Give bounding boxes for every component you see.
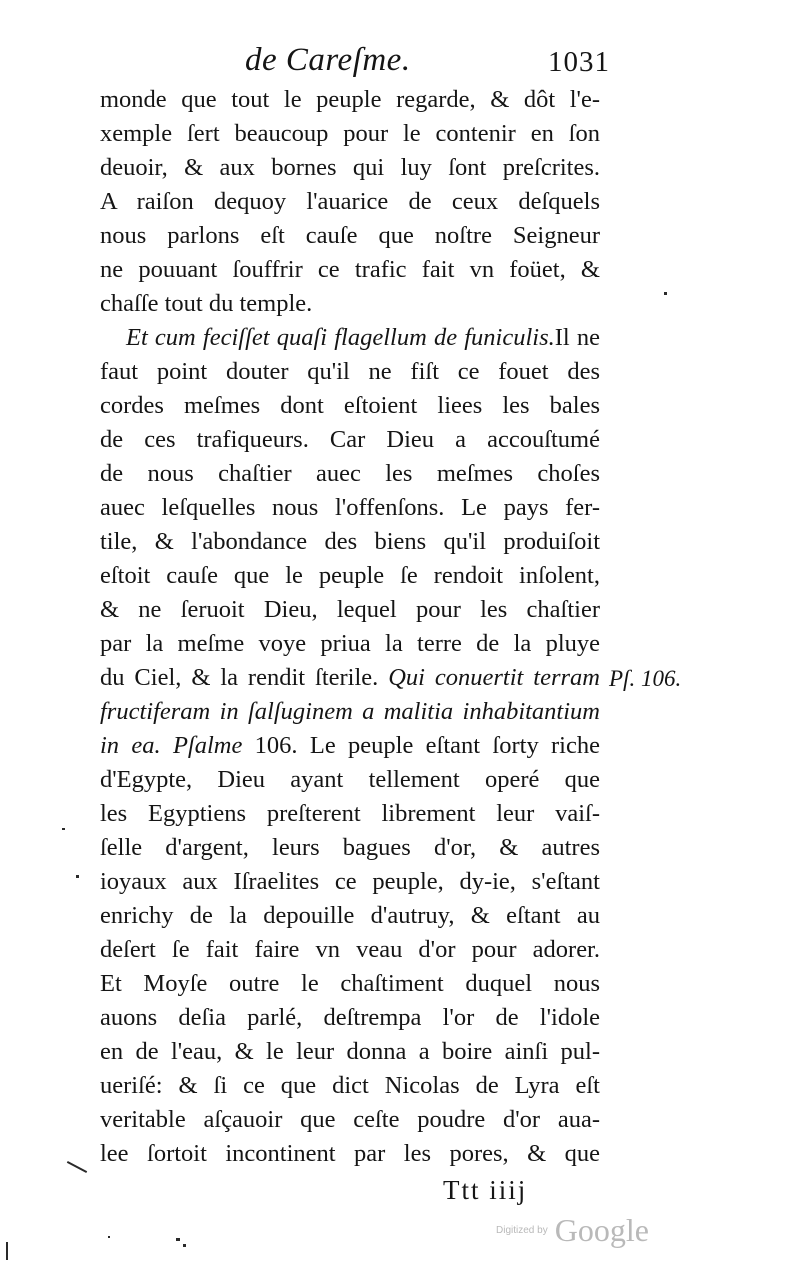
text-line: faut point douter qu'il ne fiſt ce fouet des (100, 358, 600, 385)
text-line: tile, & l'abondance des biens qu'il produiſoit (100, 528, 600, 555)
scan-speck (67, 1161, 87, 1173)
digitized-watermark (496, 1212, 649, 1249)
text-line: Et cum feciſſet quaſi flagellum de funiculis.Il ne (126, 324, 600, 351)
text-line: lee ſortoit incontinent par les pores, & que (100, 1140, 600, 1167)
margin-note: Pſ. 106. (609, 666, 682, 691)
page-number: 1031 (548, 46, 610, 78)
text-line: deſert ſe fait faire vn veau d'or pour adorer. (100, 936, 600, 963)
text-line: A raiſon dequoy l'auarice de ceux deſquels (100, 188, 600, 215)
text-line: par la meſme voye priua la terre de la pluye (100, 630, 600, 657)
text-line: fructiferam in ſalſuginem a malitia inhabitantium (100, 698, 600, 725)
text-line: auons deſia parlé, deſtrempa l'or de l'idole (100, 1004, 600, 1031)
signature-mark: Ttt iiij (443, 1175, 528, 1205)
text-line: les Egyptiens preſterent librement leur vaiſ- (100, 800, 600, 827)
text-line: cordes meſmes dont eſtoient liees les bales (100, 392, 600, 419)
watermark-prefix: Digitized by (496, 1225, 548, 1236)
scan-speck (108, 1236, 110, 1238)
text-line: nous parlons eſt cauſe que noſtre Seigneur (100, 222, 600, 249)
text-line: ſelle d'argent, leurs bagues d'or, & autres (100, 834, 600, 861)
text-line: in ea. Pſalme 106. Le peuple eſtant ſorty riche (100, 732, 600, 759)
text-line: Et Moyſe outre le chaſtiment duquel nous (100, 970, 600, 997)
scan-speck (176, 1238, 180, 1241)
text-line: monde que tout le peuple regarde, & dôt l'e- (100, 86, 600, 113)
text-line: xemple ſert beaucoup pour le contenir en ſon (100, 120, 600, 147)
text-line: & ne ſeruoit Dieu, lequel pour les chaſtier (100, 596, 600, 623)
scan-speck (76, 875, 79, 878)
scan-speck (62, 828, 65, 830)
text-line: en de l'eau, & le leur donna a boire ainſi pul- (100, 1038, 600, 1065)
text-line: veritable aſçauoir que ceſte poudre d'or aua- (100, 1106, 600, 1133)
text-line: auec leſquelles nous l'offenſons. Le pays fer- (100, 494, 600, 521)
scan-speck (664, 292, 667, 295)
running-title: de Careſme. (245, 42, 411, 78)
text-line: ueriſé: & ſi ce que dict Nicolas de Lyra eſt (100, 1072, 600, 1099)
text-line: de ces trafiqueurs. Car Dieu a accouſtumé (100, 426, 600, 453)
text-line: enrichy de la depouille d'autruy, & eſtant au (100, 902, 600, 929)
text-line: deuoir, & aux bornes qui luy ſont preſcrites. (100, 154, 600, 181)
text-line: ne pouuant ſouffrir ce trafic fait vn foüet, & (100, 256, 600, 283)
scan-speck (6, 1242, 8, 1260)
text-line: ioyaux aux Iſraelites ce peuple, dy-ie, s'eſtant (100, 868, 600, 895)
text-line: de nous chaſtier auec les meſmes choſes (100, 460, 600, 487)
google-logo: Google (554, 1212, 649, 1248)
text-line: du Ciel, & la rendit ſterile. Qui conuertit terram (100, 664, 600, 691)
text-line: eſtoit cauſe que le peuple ſe rendoit inſolent, (100, 562, 600, 589)
scan-speck (183, 1244, 186, 1247)
text-line: chaſſe tout du temple. (100, 290, 313, 317)
text-line: d'Egypte, Dieu ayant tellement operé que (100, 766, 600, 793)
